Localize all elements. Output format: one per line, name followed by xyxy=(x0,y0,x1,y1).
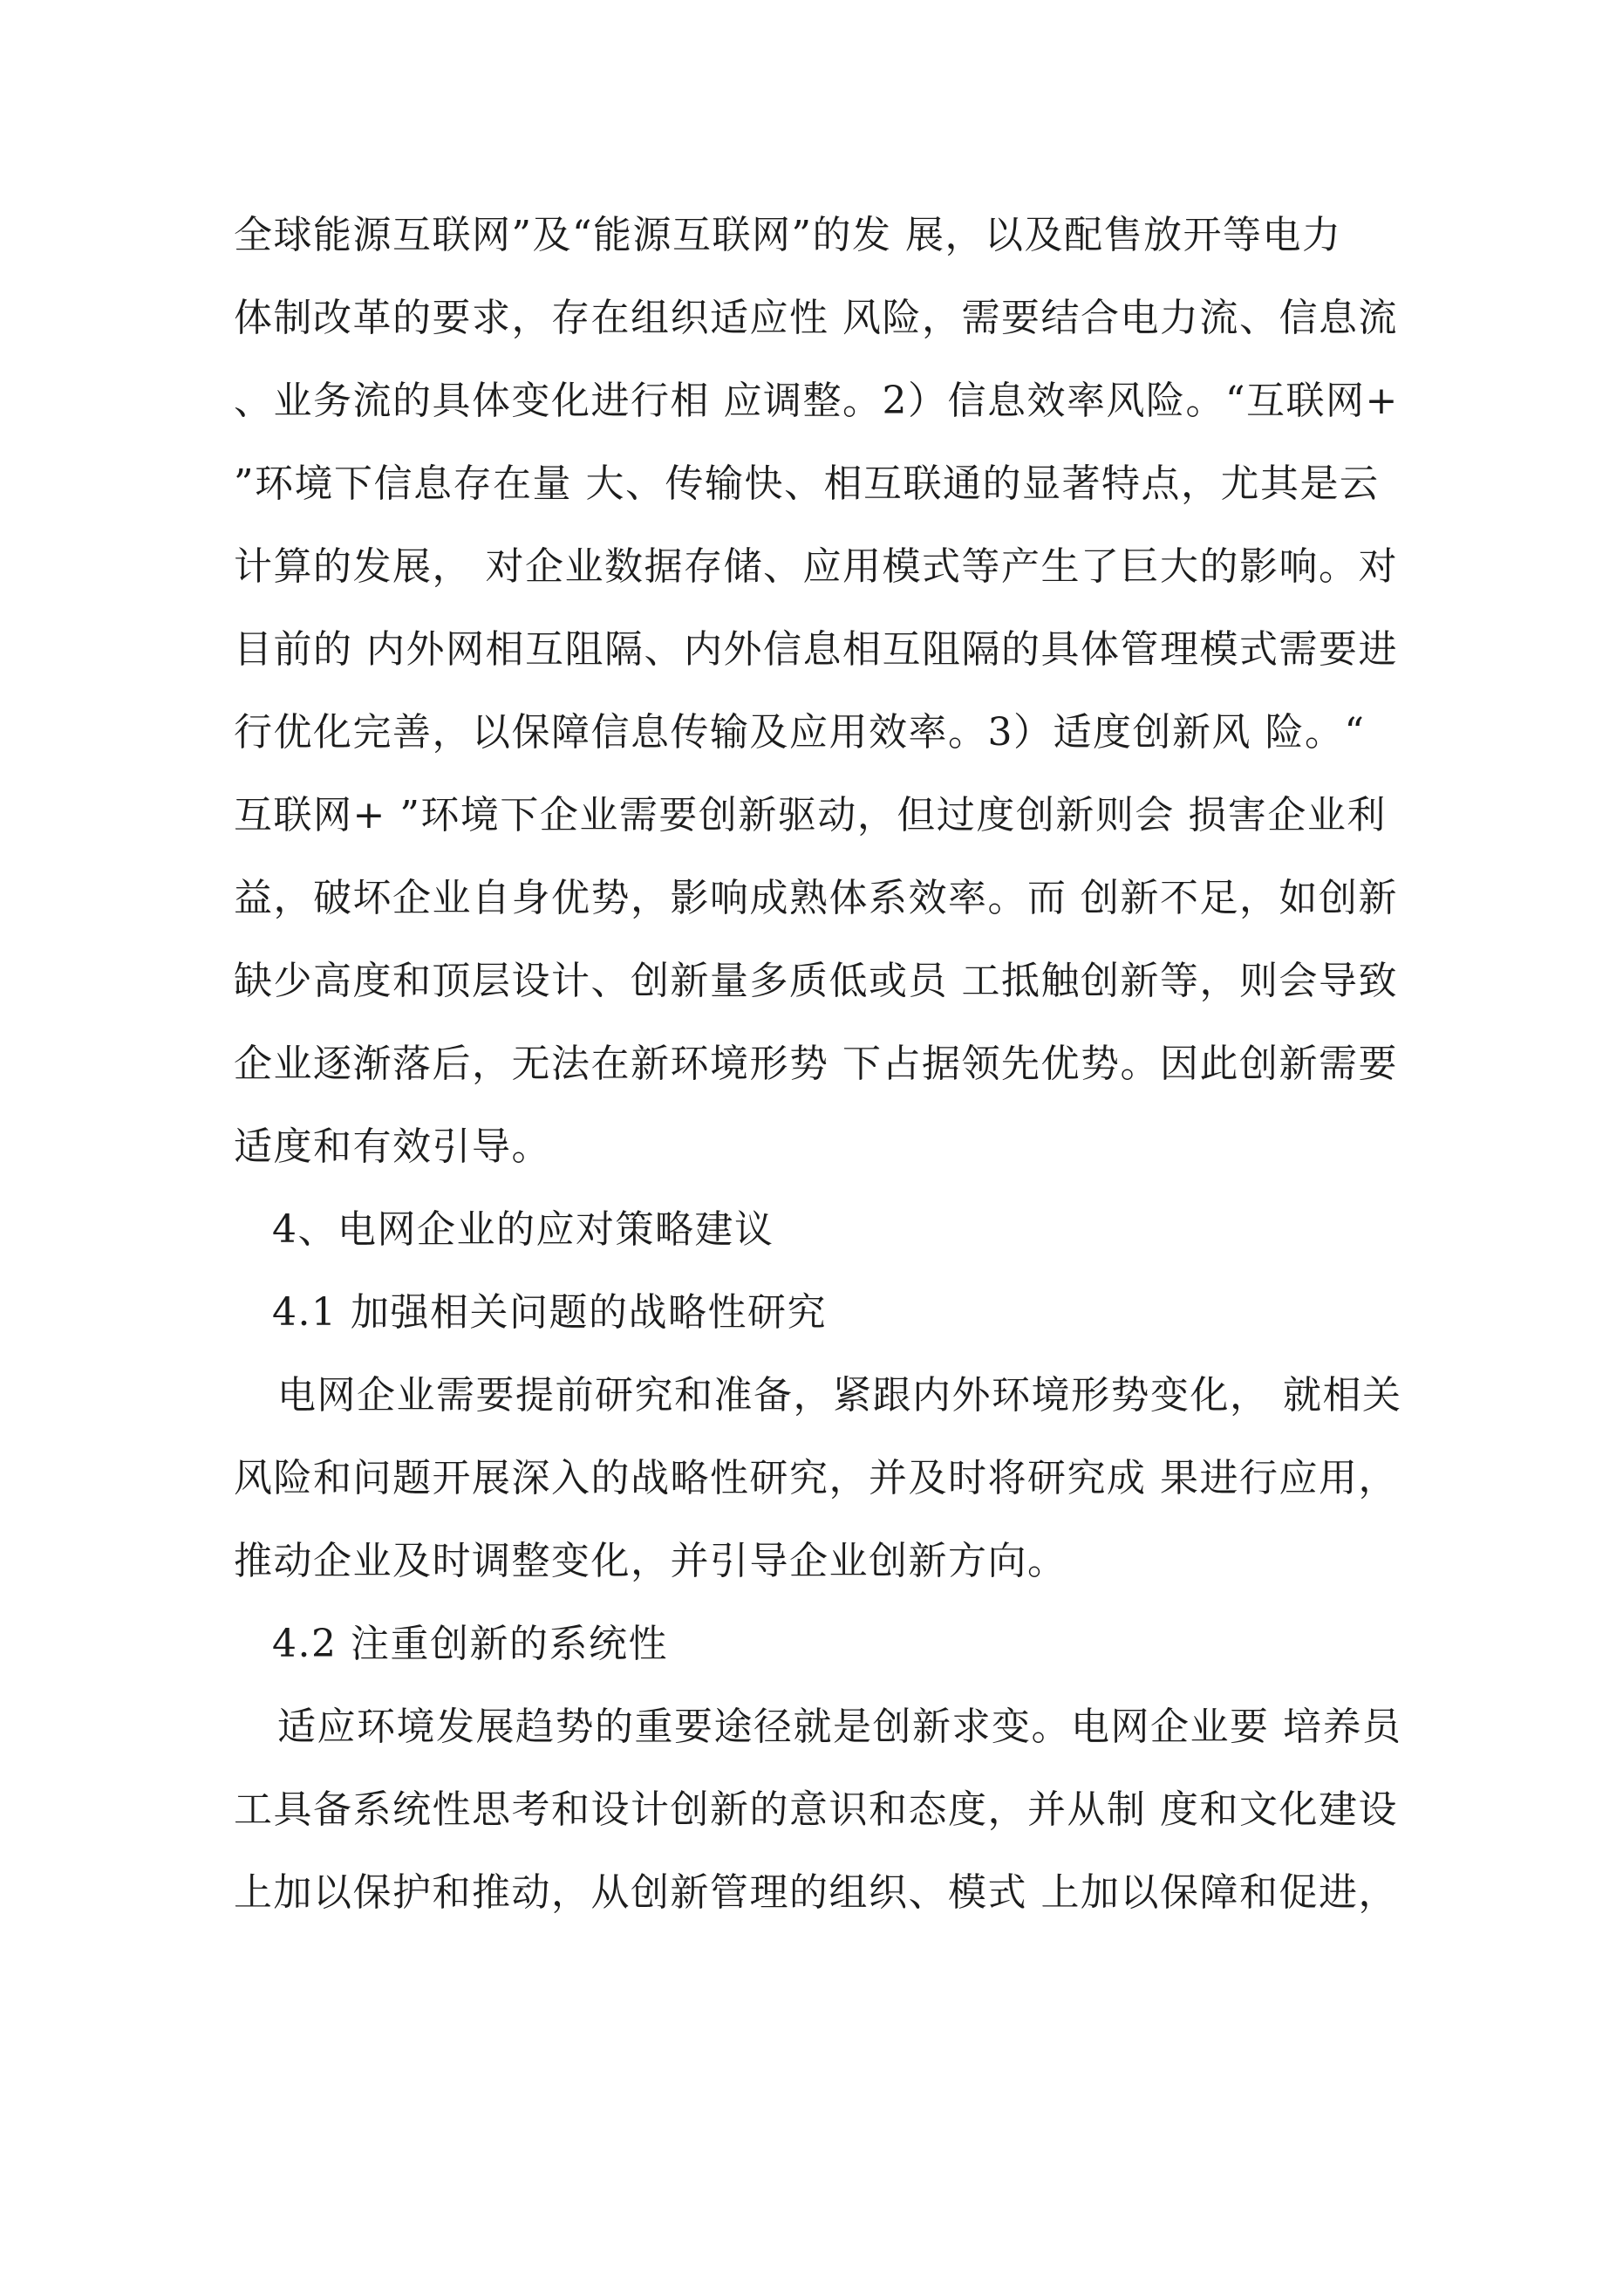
paragraph-line: 目前的 内外网相互阻隔、内外信息相互阻隔的具体管理模式需要进 xyxy=(234,627,1398,672)
section-4-heading: 4、电网企业的应对策略建议 xyxy=(272,1207,774,1252)
paragraph-line: 适度和有效引导。 xyxy=(234,1124,551,1169)
document-body xyxy=(234,194,1407,1934)
paragraph-line: 行优化完善，以保障信息传输及应用效率。3）适度创新风 险。“ xyxy=(234,710,1366,755)
paragraph-line: 电网企业需要提前研究和准备，紧跟内外环境形势变化， 就相关 xyxy=(277,1373,1402,1418)
paragraph-line: 计算的发展， 对企业数据存储、应用模式等产生了巨大的影响。对 xyxy=(234,544,1398,589)
section-4-2 xyxy=(234,1602,1407,1934)
paragraph-line: 企业逐渐落后，无法在新环境形势 下占据领先优势。因此创新需要 xyxy=(234,1042,1398,1086)
paragraph-line: 益，破坏企业自身优势，影响成熟体系效率。而 创新不足，如创新 xyxy=(234,876,1398,920)
paragraph-line: 体制改革的要求，存在组织适应性 风险，需要结合电力流、信息流 xyxy=(234,296,1398,340)
section-4-1-heading: 4.1 加强相关问题的战略性研究 xyxy=(272,1290,827,1335)
paragraph-line: 上加以保护和推动，从创新管理的组织、模式 上加以保障和促进， xyxy=(234,1870,1398,1915)
paragraph-line: 互联网+ ”环境下企业需要创新驱动，但过度创新则会 损害企业利 xyxy=(234,793,1387,837)
paragraph-line: ”环境下信息存在量 大、传输快、相互联通的显著特点，尤其是云 xyxy=(234,461,1380,506)
section-4-2-heading: 4.2 注重创新的系统性 xyxy=(272,1622,668,1666)
paragraph-line: 适应环境发展趋势的重要途径就是创新求变。电网企业要 培养员 xyxy=(277,1705,1402,1749)
paragraph-line: 风险和问题开展深入的战略性研究，并及时将研究成 果进行应用， xyxy=(234,1456,1398,1500)
risk-continuation-paragraph xyxy=(234,194,1407,1188)
paragraph-line: 全球能源互联网”及“能源互联网”的发 展，以及配售放开等电力 xyxy=(234,213,1342,257)
paragraph-line: 推动企业及时调整变化，并引导企业创新方向。 xyxy=(234,1539,1067,1583)
paragraph-line: 、业务流的具体变化进行相 应调整。2）信息效率风险。“互联网+ xyxy=(234,379,1399,423)
section-4-1 xyxy=(234,1271,1407,1602)
paragraph-line: 缺少高度和顶层设计、创新量多质低或员 工抵触创新等，则会导致 xyxy=(234,959,1398,1003)
paragraph-line: 工具备系统性思考和设计创新的意识和态度，并从制 度和文化建设 xyxy=(234,1787,1398,1832)
